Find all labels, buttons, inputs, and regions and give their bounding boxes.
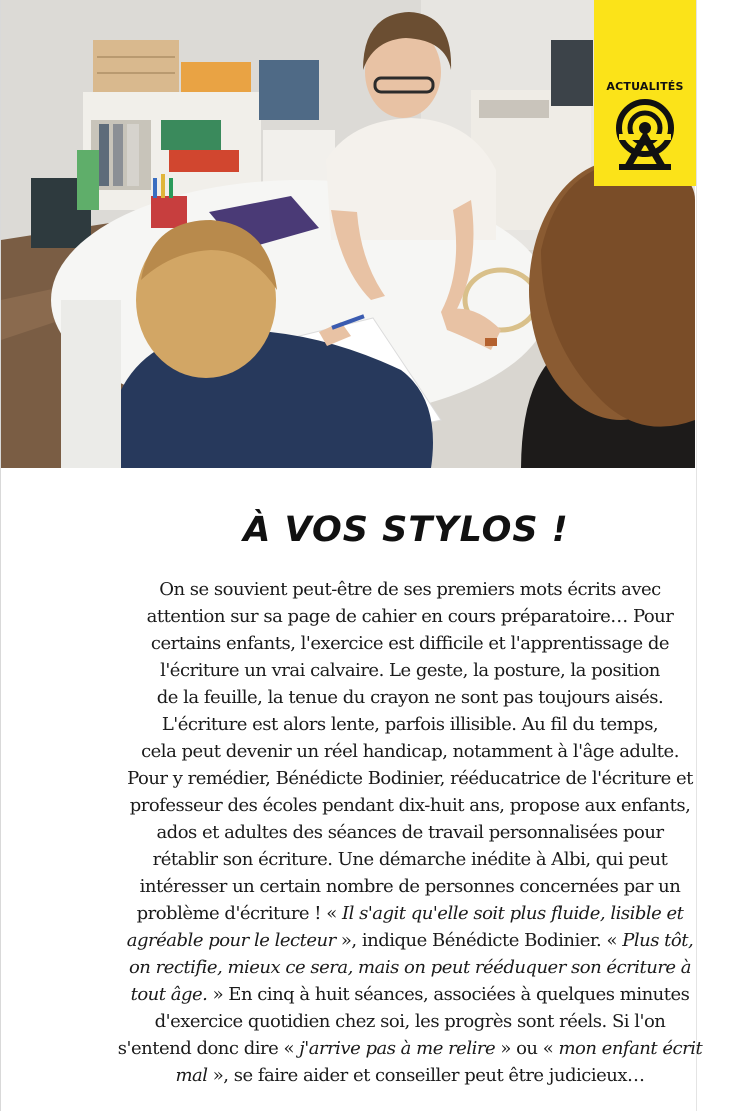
article-text-run: » ou « [495, 1038, 559, 1059]
article-text-run: d'exercice quotidien chez soi, les progrès sont réels. Si l'on [154, 1011, 666, 1032]
article-text-run: rétablir son écriture. Une démarche inédite à Albi, qui peut [152, 849, 668, 870]
article-text-run: ados et adultes des séances de travail personnalisées pour [156, 822, 664, 843]
article-line [96, 711, 724, 738]
article-line [96, 1035, 724, 1062]
section-badge-label: ACTUALITÉS [606, 80, 684, 93]
article-line [96, 900, 724, 927]
article-line [96, 792, 724, 819]
article-line [96, 576, 724, 603]
section-badge [594, 0, 696, 186]
article-quote-run: agréable pour le lecteur [126, 930, 336, 951]
article-text-run: s'entend donc dire « [117, 1038, 300, 1059]
article-body [96, 576, 724, 1089]
article-quote-run: Il s'agit qu'elle soit plus fluide, lisible et [342, 903, 684, 924]
broadcast-tower-icon [613, 98, 677, 170]
article-text-run: » En cinq à huit séances, associées à quelques minutes [207, 984, 690, 1005]
article-text-run: de la feuille, la tenue du crayon ne sont pas toujours aisés. [156, 687, 664, 708]
article-text-run: », se faire aider et conseiller peut être judicieux… [207, 1065, 645, 1086]
article-line [96, 1062, 724, 1089]
article-text-run: Pour y remédier, Bénédicte Bodinier, rééducatrice de l'écriture et [127, 768, 693, 789]
article-quote-run: Plus tôt, [622, 930, 694, 951]
article-text-run: attention sur sa page de cahier en cours préparatoire… Pour [146, 606, 674, 627]
article-line [96, 684, 724, 711]
article-photo [1, 0, 695, 468]
article-quote-run: tout âge. [130, 984, 208, 1005]
article-text-run: On se souvient peut-être de ses premiers mots écrits avec [159, 579, 661, 600]
article-line [96, 927, 724, 954]
article-line [96, 1008, 724, 1035]
article-photo-illustration [1, 0, 695, 468]
article-text-run: l'écriture un vrai calvaire. Le geste, la posture, la position [160, 660, 660, 681]
article-line [96, 657, 724, 684]
article-quote-run: mon enfant écrit [558, 1038, 703, 1059]
article-text-run: certains enfants, l'exercice est difficile et l'apprentissage de [150, 633, 670, 654]
article-quote-run: on rectifie, mieux ce sera, mais on peut rééduquer son écriture à [128, 957, 692, 978]
article-quote-run: j'arrive pas à me relire [299, 1038, 496, 1059]
article-quote-run: mal [175, 1065, 208, 1086]
article-line [96, 981, 724, 1008]
article-line [96, 819, 724, 846]
article-text-run: L'écriture est alors lente, parfois illisible. Au fil du temps, [161, 714, 659, 735]
article-line [96, 630, 724, 657]
article-text-run: », indique Bénédicte Bodinier. « [335, 930, 623, 951]
article-text-run: professeur des écoles pendant dix-huit ans, propose aux enfants, [129, 795, 691, 816]
article-text-run: problème d'écriture ! « [136, 903, 342, 924]
article-line [96, 765, 724, 792]
article-line [96, 873, 724, 900]
article-line [96, 738, 724, 765]
article-line [96, 954, 724, 981]
article-text-run: intéresser un certain nombre de personnes concernées par un [139, 876, 681, 897]
article-line [96, 846, 724, 873]
article-text-run: cela peut devenir un réel handicap, notamment à l'âge adulte. [141, 741, 679, 762]
article-line [96, 603, 724, 630]
article-headline: À VOS STYLOS ! [243, 510, 569, 550]
